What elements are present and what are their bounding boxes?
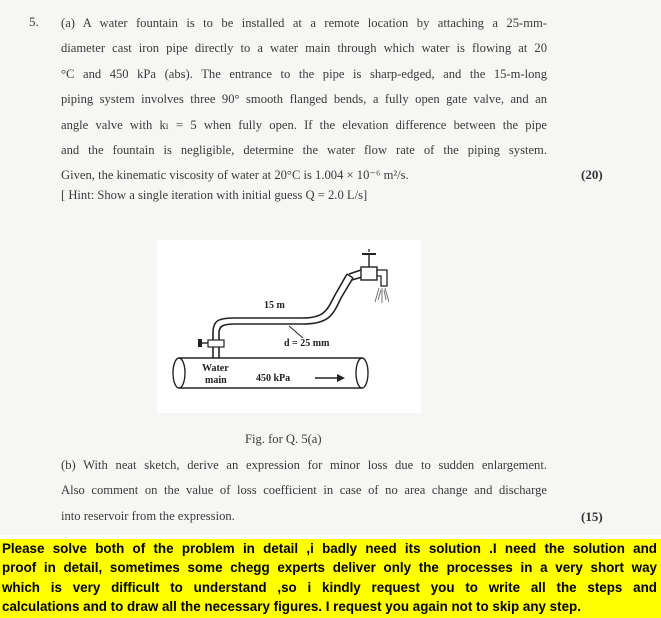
request-line: calculations and to draw all the necessary figures. I request you again not to skip any step. (2, 598, 581, 614)
part-a-line: piping system involves three 90° smooth flanged bends, a fully open gate valve, and an (61, 92, 547, 107)
fountain-diagram (157, 240, 421, 413)
part-a-line: diameter cast iron pipe directly to a water main through which water is flowing at 20 (61, 41, 547, 56)
flow-arrow-icon (315, 374, 345, 382)
part-b-line: Also comment on the value of loss coefficient in case of no area change and discharge (61, 483, 547, 498)
gate-valve-icon (198, 333, 224, 358)
part-a-text (61, 11, 547, 189)
request-line: Please solve both of the problem in detail ,i badly need its solution .I need the solution and (2, 541, 657, 556)
part-b-marks: (15) (581, 509, 603, 524)
water-main-label-line1: Water (202, 363, 229, 374)
part-a-line: angle valve with kₗ = 5 when fully open. If the elevation difference between the pipe (61, 117, 547, 132)
help-request-note (0, 539, 661, 618)
hint-text: [ Hint: Show a single iteration with initial guess Q = 2.0 L/s] (61, 188, 368, 202)
pipe-length-label: 15 m (264, 300, 285, 311)
part-a-line: and the fountain is negligible, determine the water flow rate of the piping system. (61, 143, 547, 158)
question-number: 5. (29, 14, 39, 29)
part-b-text (61, 453, 547, 529)
part-a-line: (a) A water fountain is to be installed at a remote location by attaching a 25-mm- (61, 16, 547, 30)
part-b-line: (b) With neat sketch, derive an expression for minor loss due to sudden enlargement. (61, 458, 547, 472)
water-main-label-line2: main (205, 375, 227, 386)
supply-pipe (213, 270, 362, 333)
request-line: proof in detail, sometimes some chegg experts deliver only the processes in a very short way (2, 560, 657, 576)
figure-caption: Fig. for Q. 5(a) (245, 432, 322, 446)
part-a-line: °C and 450 kPa (abs). The entrance to the pipe is sharp-edged, and the 15-m-long (61, 66, 547, 81)
fountain-faucet-icon (361, 249, 389, 303)
part-a-marks: (20) (581, 167, 603, 182)
pressure-label: 450 kPa (256, 373, 291, 384)
request-line: which is very difficult to understand ,so i kindly request you to write all the steps and (2, 579, 657, 595)
pipe-diameter-label: d = 25 mm (284, 338, 330, 349)
fountain-figure (157, 240, 421, 413)
part-b-line: into reservoir from the expression. (61, 508, 235, 523)
part-a-line: Given, the kinematic viscosity of water at 20°C is 1.004 × 10⁻⁶ m²/s. (61, 168, 409, 183)
